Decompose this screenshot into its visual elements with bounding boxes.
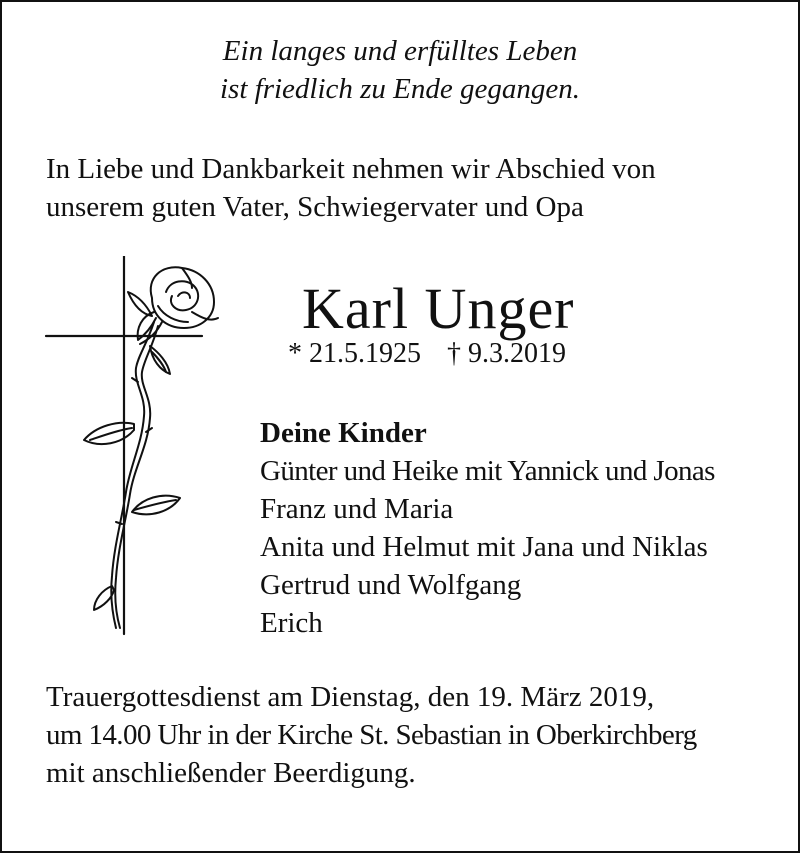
mourner-line: Günter und Heike mit Yannick und Jonas — [260, 455, 715, 487]
funeral-service-info — [46, 678, 697, 792]
birth-date: * 21.5.1925 — [288, 338, 421, 369]
mourner-line: Anita und Helmut mit Jana und Niklas — [260, 531, 708, 563]
mourner-line: Franz und Maria — [260, 493, 454, 525]
mourner-line: Erich — [260, 607, 323, 639]
service-line-1: Trauergottesdienst am Dienstag, den 19. März 2019, — [46, 681, 655, 713]
intro-text — [46, 150, 656, 226]
motto-line-1: Ein langes und erfülltes Leben — [222, 35, 578, 67]
mourner-line: Gertrud und Wolfgang — [260, 569, 522, 601]
life-dates — [288, 336, 566, 372]
service-line-2: um 14.00 Uhr in der Kirche St. Sebastian in Oberkirchberg — [46, 719, 697, 751]
death-date: † 9.3.2019 — [447, 338, 566, 369]
deceased-name: Karl Unger — [302, 276, 575, 341]
motto-line-2: ist friedlich zu Ende gegangen. — [219, 73, 581, 105]
intro-line-2: unserem guten Vater, Schwiegervater und Opa — [46, 191, 584, 223]
service-line-3: mit anschließender Beerdigung. — [46, 757, 416, 789]
mourners-list — [260, 414, 715, 642]
mourners-heading: Deine Kinder — [260, 417, 427, 449]
intro-line-1: In Liebe und Dankbarkeit nehmen wir Abschied von — [46, 153, 656, 185]
cross-with-rose-icon — [42, 256, 232, 636]
motto — [2, 32, 798, 108]
